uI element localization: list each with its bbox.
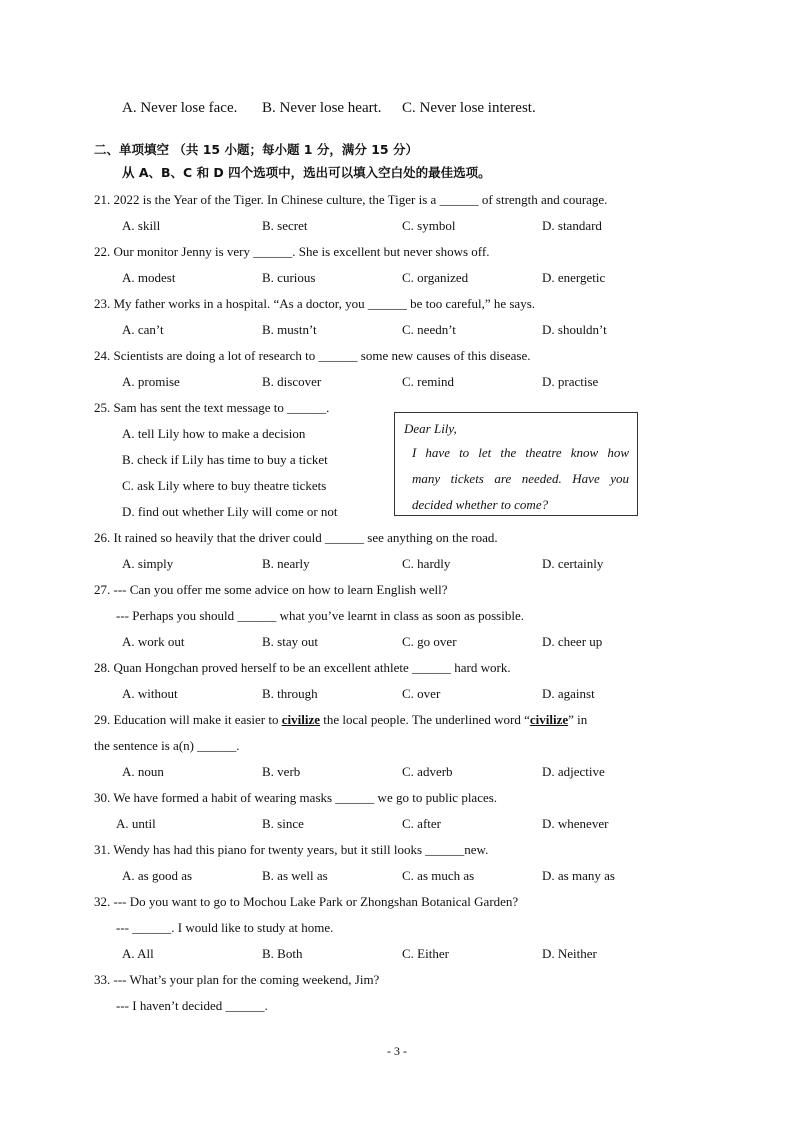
option-b: B. mustn’t bbox=[262, 322, 317, 337]
question-stem: 32. --- Do you want to go to Mochou Lake Park or Zhongshan Botanical Garden? bbox=[94, 894, 519, 909]
option-d: D. cheer up bbox=[542, 634, 603, 649]
option-c: C. over bbox=[402, 686, 441, 701]
page-number: - 3 - bbox=[387, 1044, 407, 1058]
option-a: A. tell Lily how to make a decision bbox=[122, 426, 306, 441]
option-c: C. organized bbox=[402, 270, 469, 285]
option-d: D. standard bbox=[542, 218, 602, 233]
option-c: C. go over bbox=[402, 634, 457, 649]
option-b: B. since bbox=[262, 816, 304, 831]
underlined-word: civilize bbox=[529, 712, 569, 727]
option-c: C. needn’t bbox=[402, 322, 456, 337]
question-stem: 28. Quan Hongchan proved herself to be an excellent athlete ______ hard work. bbox=[94, 660, 511, 675]
prev-option-c: C. Never lose interest. bbox=[402, 100, 536, 116]
question-stem-line2: --- ______. I would like to study at home. bbox=[116, 920, 334, 935]
question-stem-line2: --- I haven’t decided ______. bbox=[116, 998, 268, 1013]
option-b: B. Both bbox=[262, 946, 303, 961]
letter-line: I have to let the theatre know how bbox=[412, 445, 629, 460]
option-d: D. practise bbox=[542, 374, 599, 389]
option-a: A. noun bbox=[122, 764, 164, 779]
option-d: D. whenever bbox=[542, 816, 609, 831]
letter-line: decided whether to come? bbox=[412, 497, 549, 512]
question-stem-line2: --- Perhaps you should ______ what you’ve learnt in class as soon as possible. bbox=[116, 608, 524, 623]
option-c: C. as much as bbox=[402, 868, 475, 883]
option-a: A. as good as bbox=[122, 868, 193, 883]
option-d: D. certainly bbox=[542, 556, 604, 571]
question-stem: 21. 2022 is the Year of the Tiger. In Chinese culture, the Tiger is a ______ of strength and courage. bbox=[94, 192, 608, 207]
option-b: B. curious bbox=[262, 270, 316, 285]
option-b: B. secret bbox=[262, 218, 308, 233]
option-d: D. Neither bbox=[542, 946, 597, 961]
option-a: A. without bbox=[122, 686, 178, 701]
question-stem: 22. Our monitor Jenny is very ______. She is excellent but never shows off. bbox=[94, 244, 490, 259]
question-stem: 26. It rained so heavily that the driver could ______ see anything on the road. bbox=[94, 530, 498, 545]
option-d: D. energetic bbox=[542, 270, 606, 285]
question-stem: 25. Sam has sent the text message to ______. bbox=[94, 400, 330, 415]
question-stem bbox=[94, 712, 587, 728]
option-c: C. symbol bbox=[402, 218, 456, 233]
prev-option-a: A. Never lose face. bbox=[122, 100, 238, 116]
question-stem: 23. My father works in a hospital. “As a doctor, you ______ be too careful,” he says. bbox=[94, 296, 536, 311]
option-b: B. discover bbox=[262, 374, 322, 389]
option-a: A. All bbox=[122, 946, 154, 961]
option-b: B. through bbox=[262, 686, 318, 701]
underlined-word: civilize bbox=[281, 712, 320, 727]
question-stem-line2: the sentence is a(n) ______. bbox=[94, 738, 240, 753]
section-title: 二、单项填空 （共 15 小题；每小题 1 分，满分 15 分） bbox=[94, 142, 418, 157]
option-c: C. remind bbox=[402, 374, 454, 389]
option-d: D. against bbox=[542, 686, 595, 701]
question-stem: 24. Scientists are doing a lot of research to ______ some new causes of this disease. bbox=[94, 348, 531, 363]
stem-part: the local people. The underlined word “ bbox=[320, 712, 530, 727]
option-d: D. as many as bbox=[542, 868, 615, 883]
option-d: D. find out whether Lily will come or not bbox=[122, 504, 338, 519]
option-c: C. ask Lily where to buy theatre tickets bbox=[122, 478, 327, 493]
option-b: B. nearly bbox=[262, 556, 310, 571]
stem-part: ” in bbox=[568, 712, 588, 727]
option-b: B. verb bbox=[262, 764, 301, 779]
question-stem: 31. Wendy has had this piano for twenty years, but it still looks ______new. bbox=[94, 842, 489, 857]
option-a: A. modest bbox=[122, 270, 176, 285]
option-d: D. shouldn’t bbox=[542, 322, 607, 337]
option-b: B. stay out bbox=[262, 634, 318, 649]
option-b: B. check if Lily has time to buy a ticket bbox=[122, 452, 328, 467]
option-b: B. as well as bbox=[262, 868, 328, 883]
option-a: A. can’t bbox=[122, 322, 164, 337]
option-a: A. work out bbox=[122, 634, 185, 649]
option-c: C. Either bbox=[402, 946, 449, 961]
question-stem: 33. --- What’s your plan for the coming weekend, Jim? bbox=[94, 972, 380, 987]
option-a: A. simply bbox=[122, 556, 174, 571]
letter-greeting: Dear Lily, bbox=[404, 421, 457, 436]
option-a: A. until bbox=[116, 816, 156, 831]
text-message-box bbox=[394, 412, 638, 516]
stem-part: 29. Education will make it easier to bbox=[94, 712, 282, 727]
option-d: D. adjective bbox=[542, 764, 605, 779]
option-a: A. promise bbox=[122, 374, 180, 389]
option-c: C. after bbox=[402, 816, 441, 831]
prev-option-b: B. Never lose heart. bbox=[262, 100, 382, 116]
option-c: C. hardly bbox=[402, 556, 451, 571]
option-a: A. skill bbox=[122, 218, 161, 233]
option-c: C. adverb bbox=[402, 764, 453, 779]
question-stem: 30. We have formed a habit of wearing masks ______ we go to public places. bbox=[94, 790, 498, 805]
letter-line: many tickets are needed. Have you bbox=[412, 471, 629, 486]
section-instruction: 从 A、B、C 和 D 四个选项中，选出可以填入空白处的最佳选项。 bbox=[122, 165, 491, 180]
question-stem: 27. --- Can you offer me some advice on how to learn English well? bbox=[94, 582, 448, 597]
